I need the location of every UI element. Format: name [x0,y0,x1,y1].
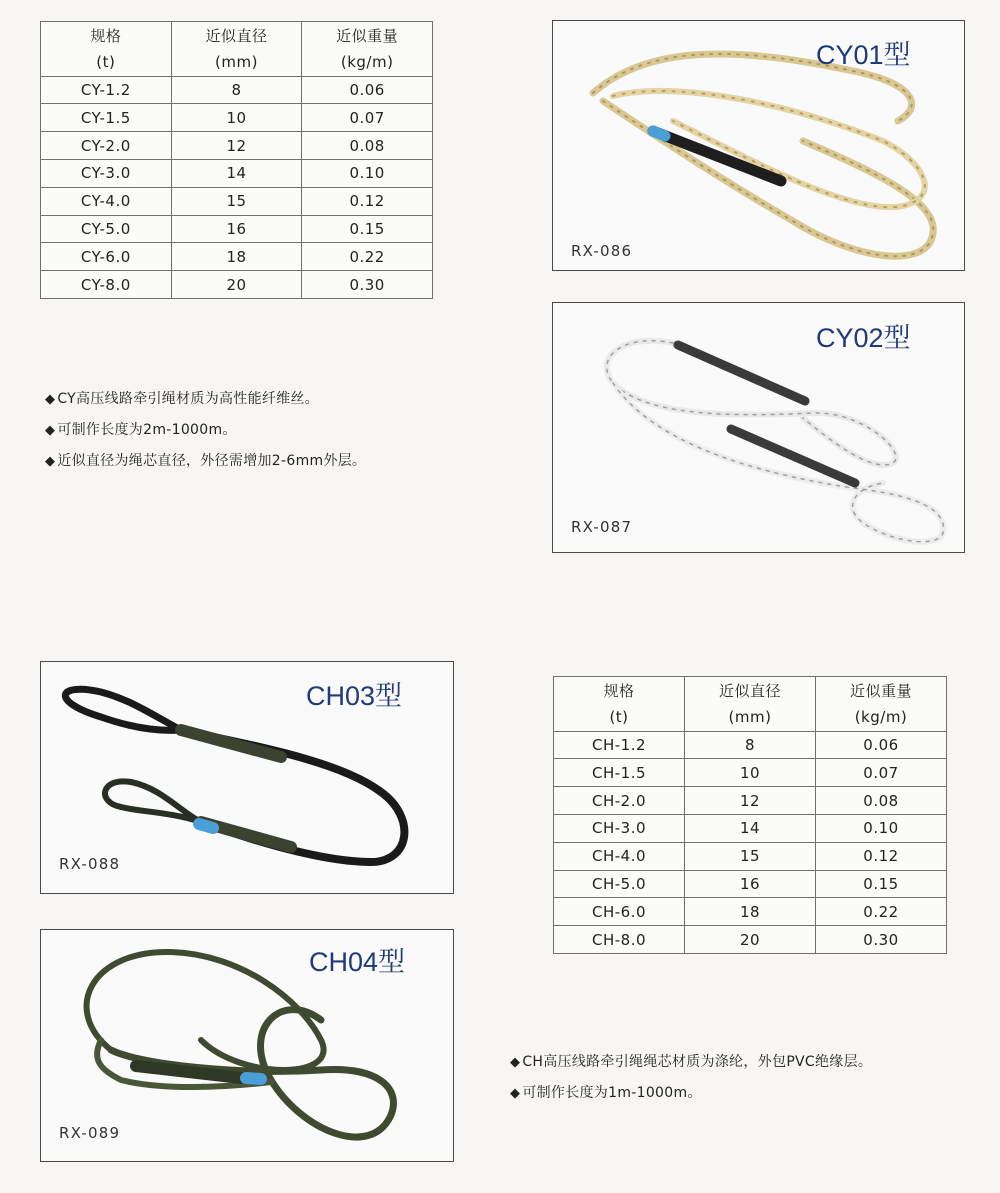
table-cell: 18 [685,898,816,926]
table-cell: 0.12 [302,187,433,215]
unit-cell: (mm) [171,49,302,76]
product-code: RX-088 [59,855,121,873]
table-row [41,215,433,243]
table-row [41,159,433,187]
note-text: 可制作长度为2m-1000m。 [57,422,237,438]
product-card-ch04 [40,929,454,1162]
note-item [45,419,366,450]
table-cell: CH-8.0 [554,926,685,954]
table-cell: 20 [685,926,816,954]
cy-notes [45,388,366,481]
table-cell: 14 [685,814,816,842]
table-cell: 14 [171,159,302,187]
table-cell: 0.15 [302,215,433,243]
table-cell: CH-1.2 [554,731,685,759]
table-cell: 0.07 [816,759,947,787]
product-card-cy01 [552,20,965,271]
header-cell: 近似直径 [171,22,302,49]
header-cell: 近似重量 [302,22,433,49]
product-title: CY01型 [816,40,911,70]
table-units-row [554,704,947,731]
table-cell: 0.22 [816,898,947,926]
table-cell: CH-4.0 [554,842,685,870]
unit-cell: (t) [554,704,685,731]
ch-notes [510,1051,872,1113]
note-item [510,1051,872,1082]
table-row [41,271,433,299]
table-header-row [554,677,947,704]
product-code: RX-087 [571,518,633,536]
table-row [554,870,947,898]
table-row [41,104,433,132]
table-row [554,731,947,759]
diamond-bullet-icon: ◆ [510,1055,521,1070]
table-cell: 0.07 [302,104,433,132]
unit-cell: (kg/m) [302,49,433,76]
cy-spec-table [40,21,433,299]
header-cell: 近似直径 [685,677,816,704]
table-cell: CY-1.2 [41,76,172,104]
table-cell: 16 [171,215,302,243]
table-cell: 0.06 [816,731,947,759]
table-cell: CH-3.0 [554,814,685,842]
unit-cell: (kg/m) [816,704,947,731]
unit-cell: (t) [41,49,172,76]
table-cell: CY-1.5 [41,104,172,132]
table-cell: CY-5.0 [41,215,172,243]
product-title: CH04型 [309,947,406,977]
table-cell: CY-3.0 [41,159,172,187]
table-row [554,842,947,870]
table-cell: CH-6.0 [554,898,685,926]
table-cell: 12 [171,132,302,160]
header-cell: 规格 [41,22,172,49]
table-cell: 0.08 [816,787,947,815]
table-cell: 0.12 [816,842,947,870]
product-code: RX-086 [571,242,633,260]
table-row [554,759,947,787]
table-cell: CY-6.0 [41,243,172,271]
table-cell: 18 [171,243,302,271]
table-row [554,787,947,815]
table-cell: 0.30 [302,271,433,299]
table-row [41,187,433,215]
table-row [554,898,947,926]
table-cell: 12 [685,787,816,815]
table-cell: 0.10 [302,159,433,187]
note-text: CY高压线路牵引绳材质为高性能纤维丝。 [57,391,320,407]
product-card-cy02 [552,302,965,553]
table-cell: 0.30 [816,926,947,954]
table-cell: 10 [685,759,816,787]
note-text: 可制作长度为1m-1000m。 [522,1085,702,1101]
diamond-bullet-icon: ◆ [45,454,56,469]
diamond-bullet-icon: ◆ [45,423,56,438]
header-cell: 规格 [554,677,685,704]
table-cell: 15 [171,187,302,215]
table-cell: 16 [685,870,816,898]
table-cell: 8 [685,731,816,759]
product-title: CH03型 [306,681,403,711]
ch-spec-table [553,676,947,954]
note-item [510,1082,872,1113]
table-cell: CH-2.0 [554,787,685,815]
table-cell: 0.08 [302,132,433,160]
note-item [45,388,366,419]
table-cell: 10 [171,104,302,132]
table-cell: 0.10 [816,814,947,842]
table-cell: CH-1.5 [554,759,685,787]
product-code: RX-089 [59,1124,121,1142]
table-row [554,814,947,842]
table-cell: 0.15 [816,870,947,898]
table-cell: 15 [685,842,816,870]
table-cell: CY-4.0 [41,187,172,215]
table-units-row [41,49,433,76]
note-item [45,450,366,481]
diamond-bullet-icon: ◆ [510,1086,521,1101]
product-card-ch03 [40,661,454,894]
table-cell: CH-5.0 [554,870,685,898]
table-cell: 8 [171,76,302,104]
note-text: 近似直径为绳芯直径，外径需增加2-6mm外层。 [57,453,367,469]
table-header-row [41,22,433,49]
table-row [41,243,433,271]
diamond-bullet-icon: ◆ [45,392,56,407]
product-title: CY02型 [816,323,911,353]
note-text: CH高压线路牵引绳绳芯材质为涤纶，外包PVC绝缘层。 [522,1054,873,1070]
header-cell: 近似重量 [816,677,947,704]
table-row [554,926,947,954]
table-cell: 20 [171,271,302,299]
table-cell: CY-8.0 [41,271,172,299]
table-row [41,132,433,160]
unit-cell: (mm) [685,704,816,731]
table-cell: 0.06 [302,76,433,104]
table-row [41,76,433,104]
table-cell: 0.22 [302,243,433,271]
table-cell: CY-2.0 [41,132,172,160]
